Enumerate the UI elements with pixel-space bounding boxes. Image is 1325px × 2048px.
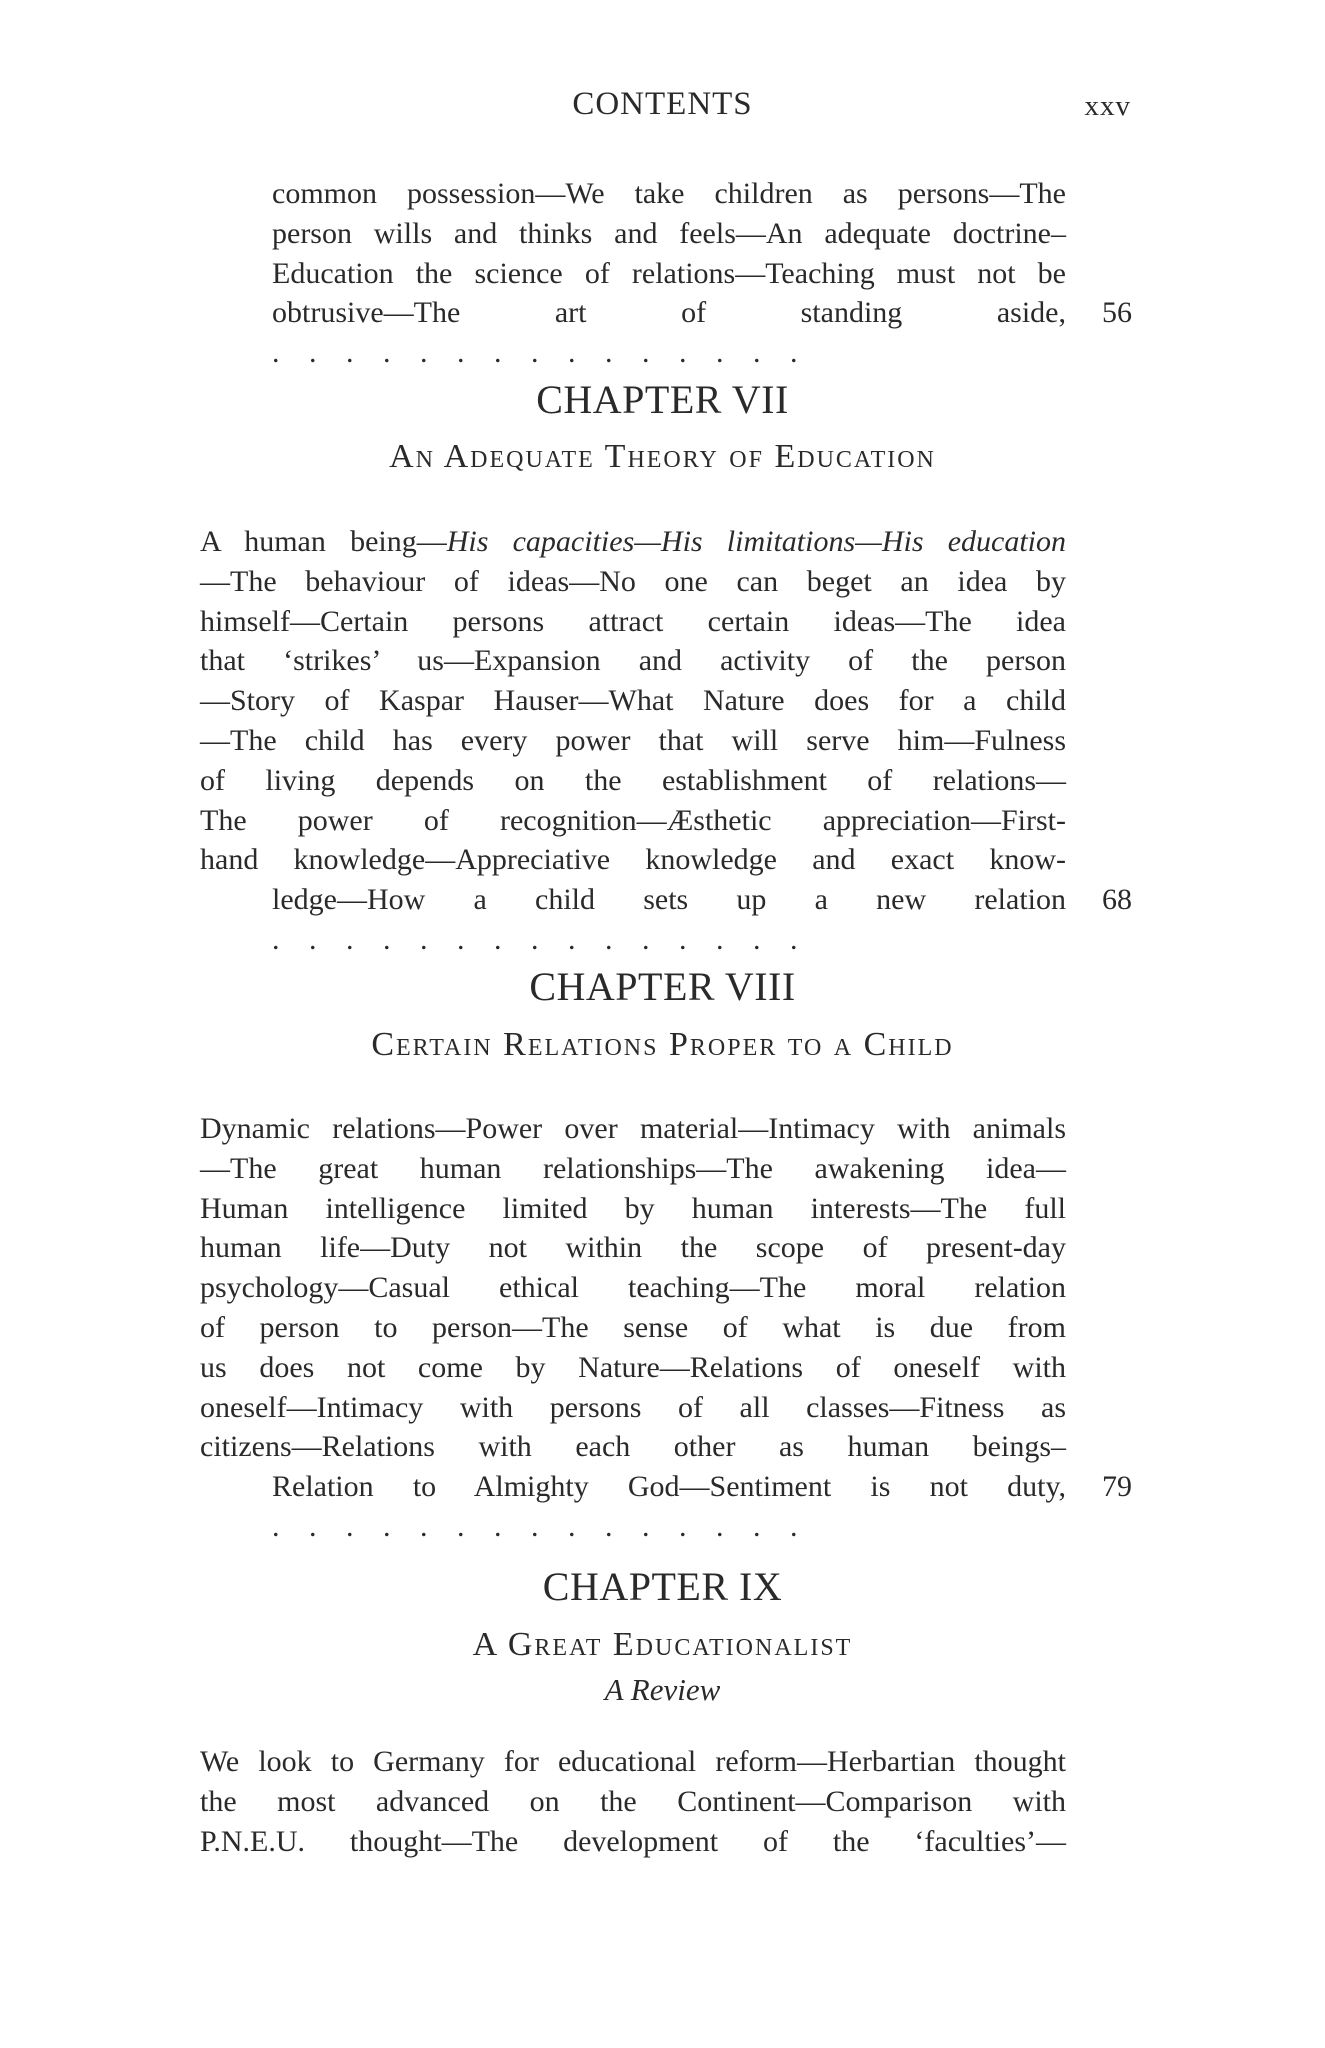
toc-line-with-leader	[272, 880, 1066, 960]
toc-entry-chapter-ix	[200, 1742, 1132, 1861]
chapter-title: An Adequate Theory of Education	[389, 438, 936, 475]
running-head	[0, 86, 1325, 126]
toc-page-number: 56	[1102, 296, 1132, 329]
toc-page-number: 79	[1102, 1470, 1132, 1503]
toc-line: hand knowledge—Appreciative knowledge and exact know-	[200, 843, 1066, 877]
toc-entry-chapter-vii	[200, 522, 1132, 960]
toc-line-text: Relation to Almighty God—Sentiment is not duty,	[272, 1470, 1066, 1504]
toc-line: Human intelligence limited by human interests—The full	[200, 1191, 1066, 1225]
toc-line: Dynamic relations—Power over material—Intimacy with animals	[200, 1112, 1066, 1145]
toc-line-italic: His capacities—His limitations—His education	[446, 525, 1067, 558]
toc-line: We look to Germany for educational reform—Herbartian thought	[200, 1745, 1066, 1778]
toc-line-text: obtrusive—The art of standing aside,	[272, 296, 1066, 330]
toc-entry-chapter-vi-continued	[200, 174, 1132, 373]
chapter-heading: CHAPTER VII	[536, 377, 789, 422]
dot-leader: . . . . . . . . . . . . . . .	[272, 336, 809, 370]
toc-line: person wills and thinks and feels—An adequate doctrine–	[272, 216, 1066, 250]
toc-line: of person to person—The sense of what is due from	[200, 1310, 1066, 1344]
toc-line: that ‘strikes’ us—Expansion and activity of the person	[200, 644, 1066, 678]
running-title: CONTENTS	[572, 86, 753, 122]
toc-entry-chapter-viii	[200, 1109, 1132, 1547]
toc-line: common possession—We take children as persons—The	[272, 177, 1066, 210]
dot-leader: . . . . . . . . . . . . . . .	[272, 1509, 809, 1543]
toc-line: citizens—Relations with each other as human beings–	[200, 1430, 1066, 1464]
toc-line: —Story of Kaspar Hauser—What Nature does for a child	[200, 684, 1066, 718]
chapter-title: Certain Relations Proper to a Child	[371, 1026, 954, 1063]
toc-line: oneself—Intimacy with persons of all classes—Fitness as	[200, 1390, 1066, 1424]
toc-line: the most advanced on the Continent—Comparison with	[200, 1784, 1066, 1818]
toc-line-text: ledge—How a child sets up a new relation	[272, 883, 1066, 917]
toc-line-text: A human being—	[200, 525, 447, 558]
toc-page-number: 68	[1102, 883, 1132, 916]
toc-line	[200, 522, 1067, 562]
chapter-heading: CHAPTER IX	[542, 1564, 783, 1609]
chapter-subtitle: A Review	[604, 1672, 721, 1707]
toc-line: —The great human relationships—The awakening idea—	[200, 1151, 1066, 1185]
toc-line: of living depends on the establishment of relations—	[200, 763, 1066, 797]
chapter-title: A Great Educationalist	[472, 1626, 853, 1663]
toc-line: us does not come by Nature—Relations of oneself with	[200, 1350, 1066, 1384]
toc-line: himself—Certain persons attract certain ideas—The idea	[200, 604, 1066, 638]
toc-line: —The behaviour of ideas—No one can beget an idea by	[200, 564, 1066, 598]
toc-line-with-leader	[272, 293, 1066, 373]
page-number: xxv	[1084, 90, 1131, 122]
toc-line: P.N.E.U. thought—The development of the ‘faculties’—	[200, 1824, 1066, 1858]
toc-line: —The child has every power that will serve him—Fulness	[200, 723, 1066, 757]
toc-line: human life—Duty not within the scope of present-day	[200, 1231, 1066, 1265]
chapter-heading: CHAPTER VIII	[529, 964, 796, 1009]
toc-line-with-leader	[272, 1467, 1066, 1547]
toc-line: Education the science of relations—Teaching must not be	[272, 256, 1066, 290]
toc-line: The power of recognition—Æsthetic appreciation—First-	[200, 803, 1066, 837]
dot-leader: . . . . . . . . . . . . . . .	[272, 922, 809, 956]
toc-line: psychology—Casual ethical teaching—The moral relation	[200, 1271, 1066, 1305]
